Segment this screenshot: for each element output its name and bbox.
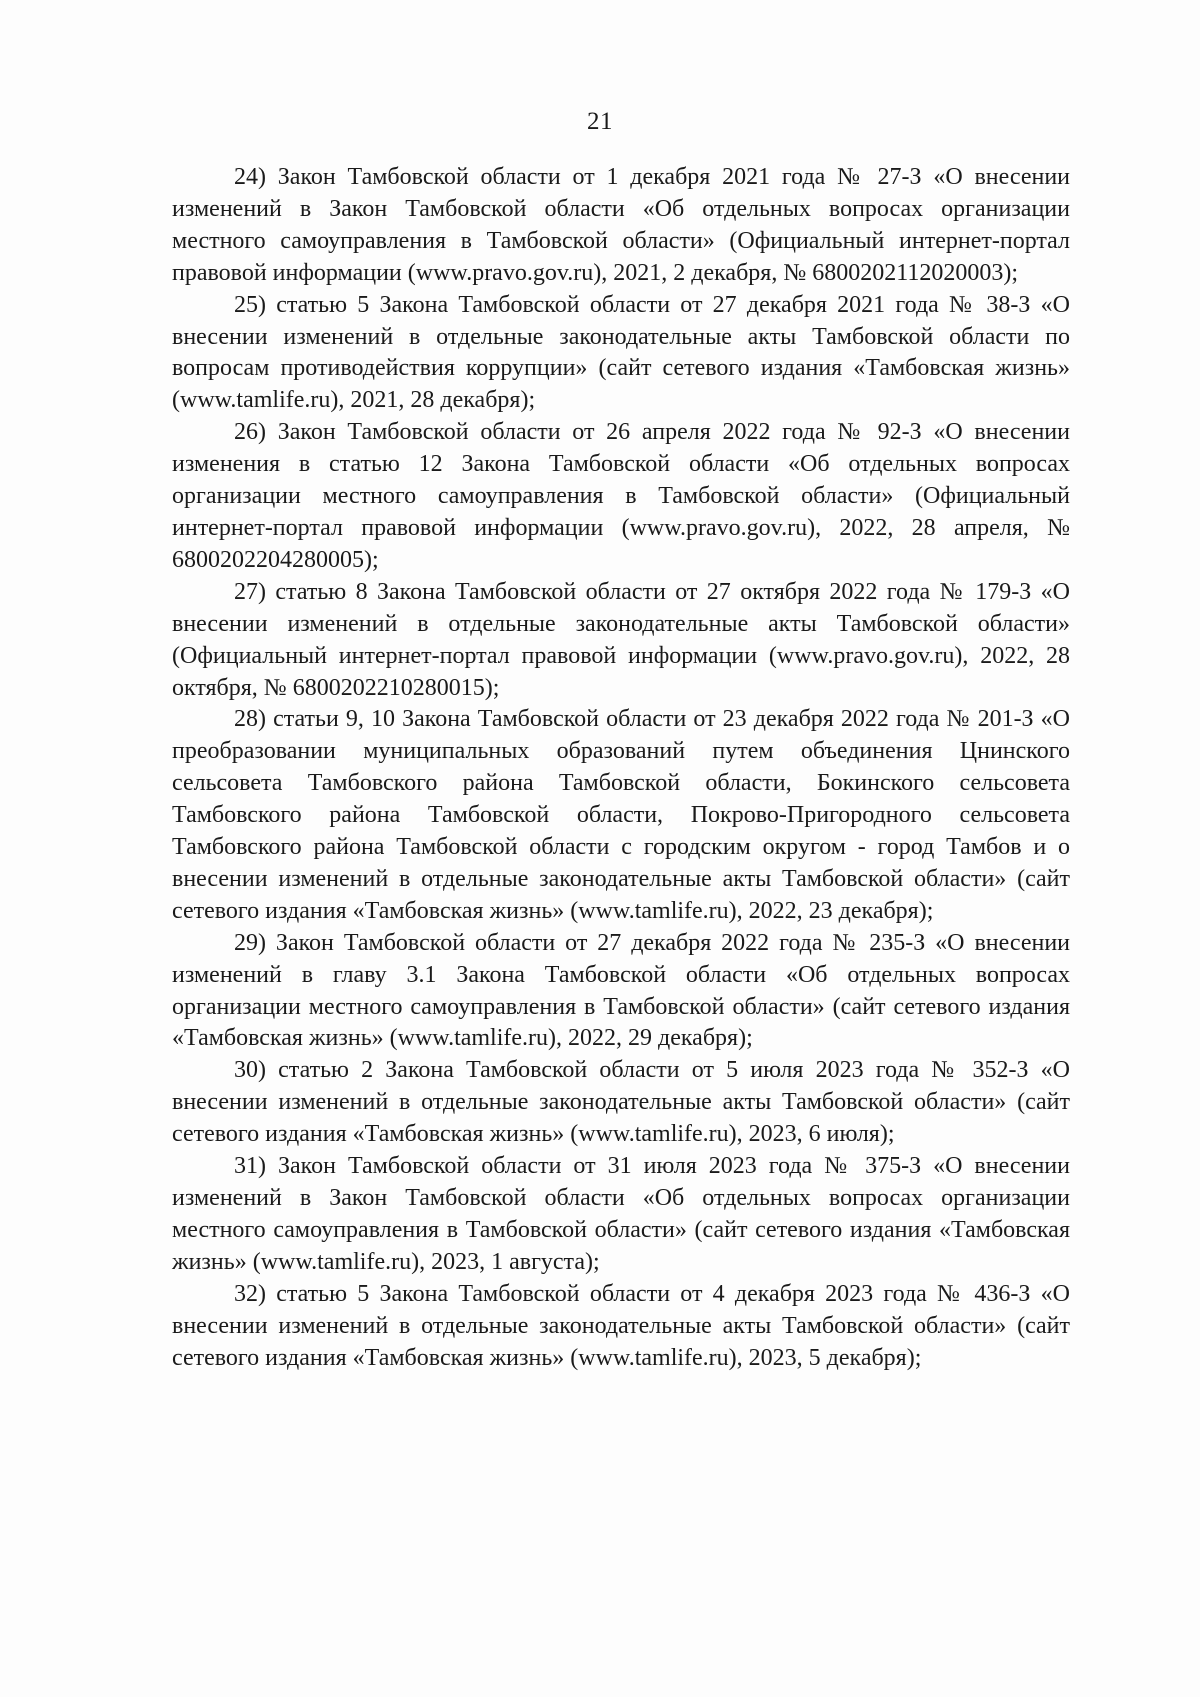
- list-item-29: 29) Закон Тамбовской области от 27 декабря 2022 года № 235-З «О внесении изменений в главу 3.1 Закона Тамбовской области «Об отдельных вопросах организации местного самоуправления в Тамбовской области» (сайт сетевого издания «Тамбовская жизнь» (www.tamlife.ru), 2022, 29 декабря);: [172, 929, 1070, 1052]
- list-item-28: 28) статьи 9, 10 Закона Тамбовской области от 23 декабря 2022 года № 201-З «О преобразовании муниципальных образований путем объединения Цнинского сельсовета Тамбовского района Тамбовской области, Бокинского сельсовета Тамбовского района Тамбовской области, Покрово-Пригородного сельсовета Тамбовского района Тамбовской области с городским округом - город Тамбов и о внесении изменений в отдельные законодательные акты Тамбовской области» (сайт сетевого издания «Тамбовская жизнь» (www.tamlife.ru), 2022, 23 декабря);: [172, 706, 1070, 924]
- document-body: [172, 162, 1070, 1374]
- list-item-24: 24) Закон Тамбовской области от 1 декабря 2021 года № 27-З «О внесении изменений в Закон Тамбовской области «Об отдельных вопросах организации местного самоуправления в Тамбовской области» (Официальный интернет-портал правовой информации (www.pravo.gov.ru), 2021, 2 декабря, № 6800202112020003);: [172, 164, 1070, 286]
- list-item-26: 26) Закон Тамбовской области от 26 апреля 2022 года № 92-З «О внесении изменения в статью 12 Закона Тамбовской области «Об отдельных вопросах организации местного самоуправления в Тамбовской области» (Официальный интернет-портал правовой информации (www.pravo.gov.ru), 2022, 28 апреля, № 6800202204280005);: [172, 419, 1070, 573]
- list-item-25: 25) статью 5 Закона Тамбовской области от 27 декабря 2021 года № 38-З «О внесении изменений в отдельные законодательные акты Тамбовской области по вопросам противодействия коррупции» (сайт сетевого издания «Тамбовская жизнь» (www.tamlife.ru), 2021, 28 декабря);: [172, 291, 1070, 414]
- list-item-32: 32) статью 5 Закона Тамбовской области от 4 декабря 2023 года № 436-З «О внесении изменений в отдельные законодательные акты Тамбовской области» (сайт сетевого издания «Тамбовская жизнь» (www.tamlife.ru), 2023, 5 декабря);: [172, 1280, 1070, 1371]
- list-item-31: 31) Закон Тамбовской области от 31 июля 2023 года № 375-З «О внесении изменений в Закон Тамбовской области «Об отдельных вопросах организации местного самоуправления в Тамбовской области» (сайт сетевого издания «Тамбовская жизнь» (www.tamlife.ru), 2023, 1 августа);: [172, 1153, 1070, 1275]
- page-number: 21: [587, 108, 613, 135]
- list-item-30: 30) статью 2 Закона Тамбовской области от 5 июля 2023 года № 352-З «О внесении изменений в отдельные законодательные акты Тамбовской области» (сайт сетевого издания «Тамбовская жизнь» (www.tamlife.ru), 2023, 6 июля);: [172, 1057, 1070, 1148]
- list-item-27: 27) статью 8 Закона Тамбовской области от 27 октября 2022 года № 179-З «О внесении изменений в отдельные законодательные акты Тамбовской области» (Официальный интернет-портал правовой информации (www.pravo.gov.ru), 2022, 28 октября, № 6800202210280015);: [172, 578, 1070, 701]
